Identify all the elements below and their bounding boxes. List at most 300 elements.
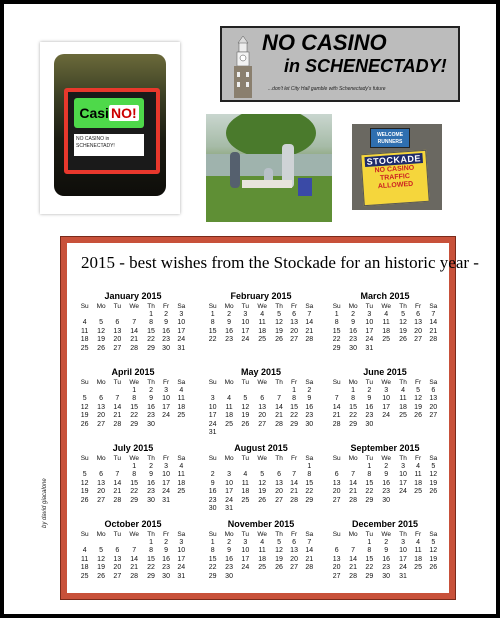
day-cell: 31 <box>225 505 233 513</box>
weekday-label: Sa <box>305 302 314 310</box>
day-cell: 24 <box>208 420 217 428</box>
day-cell: 28 <box>349 572 357 580</box>
weekday-label: Sa <box>429 302 438 310</box>
weekday-label: Su <box>208 530 217 538</box>
day-cell: 12 <box>241 403 250 411</box>
day-cell: 15 <box>208 555 217 563</box>
day-cell: 26 <box>80 496 89 504</box>
day-cell: 26 <box>429 488 438 496</box>
collage-page <box>4 4 496 614</box>
day-cell: 1 <box>351 386 356 394</box>
day-cell: 27 <box>97 420 105 428</box>
day-cell: 13 <box>113 555 122 563</box>
weekday-label: We <box>381 302 391 310</box>
weekday-label: Su <box>208 378 217 386</box>
day-cell: 26 <box>80 420 89 428</box>
weekday-label: Th <box>275 530 283 538</box>
day-cell: 26 <box>275 564 283 572</box>
day-cell: 20 <box>275 488 283 496</box>
weekday-label: Th <box>275 378 283 386</box>
day-cell: 11 <box>177 471 185 479</box>
day-cell: 30 <box>147 496 155 504</box>
day-cell: 3 <box>164 462 169 470</box>
day-cell: 15 <box>365 555 374 563</box>
day-cell: 9 <box>227 547 232 555</box>
day-cell: 19 <box>80 488 89 496</box>
day-cell: 8 <box>351 395 356 403</box>
weekday-label: We <box>381 530 391 538</box>
month-block <box>205 291 317 344</box>
day-cell: 5 <box>82 471 87 479</box>
day-cell: 29 <box>332 344 341 352</box>
day-cell: 12 <box>258 479 267 487</box>
day-cell: 2 <box>351 310 356 318</box>
day-cell: 28 <box>130 572 139 580</box>
day-cell: 20 <box>429 403 438 411</box>
day-cell: 29 <box>130 496 139 504</box>
day-cell: 13 <box>332 555 341 563</box>
day-cell: 11 <box>81 555 89 563</box>
day-cell: 25 <box>80 572 89 580</box>
day-cell: 13 <box>97 403 105 411</box>
weekday-label: Su <box>332 530 341 538</box>
day-cell: 30 <box>349 344 357 352</box>
day-cell: 15 <box>305 479 314 487</box>
day-cell: 14 <box>275 403 283 411</box>
day-cell: 1 <box>367 538 372 546</box>
day-cell: 14 <box>305 319 314 327</box>
day-cell: 20 <box>290 555 298 563</box>
day-cell: 10 <box>208 403 217 411</box>
day-cell: 4 <box>179 386 184 394</box>
month-block <box>205 519 317 581</box>
day-cell: 26 <box>275 336 283 344</box>
day-cell: 15 <box>290 403 298 411</box>
weekday-label: Tu <box>241 530 249 538</box>
day-cell: 3 <box>164 386 169 394</box>
day-cell: 17 <box>399 555 407 563</box>
day-cell: 10 <box>365 319 374 327</box>
day-cell: 10 <box>162 471 170 479</box>
welcome-runners-sign: WELCOME RUNNERS <box>370 128 410 148</box>
weekday-label: Su <box>80 454 89 462</box>
day-cell: 16 <box>147 479 155 487</box>
day-cell: 4 <box>243 471 248 479</box>
day-cell: 25 <box>258 336 267 344</box>
day-cell: 25 <box>177 488 186 496</box>
sign-small-text: NO CASINO in SCHENECTADY! <box>74 134 144 156</box>
day-cell: 14 <box>429 319 438 327</box>
day-cell: 29 <box>349 420 357 428</box>
day-cell: 3 <box>367 310 372 318</box>
day-cell: 27 <box>97 496 105 504</box>
weekday-label: Fr <box>291 302 298 310</box>
day-cell: 17 <box>365 327 374 335</box>
day-cell: 9 <box>164 319 169 327</box>
weekday-label: Tu <box>113 302 121 310</box>
weekday-label: We <box>381 378 391 386</box>
photo-park-people <box>206 114 332 222</box>
day-cell: 9 <box>384 471 389 479</box>
day-cell: 8 <box>210 319 215 327</box>
weekday-label: Sa <box>429 378 438 386</box>
day-cell: 28 <box>290 496 298 504</box>
day-cell: 12 <box>275 547 283 555</box>
weekday-label: Fr <box>291 378 298 386</box>
weekday-label: Mo <box>224 378 234 386</box>
day-cell: 13 <box>332 479 341 487</box>
weekday-label: Fr <box>415 530 422 538</box>
day-cell: 13 <box>429 395 438 403</box>
day-cell: 22 <box>290 412 298 420</box>
day-cell: 28 <box>275 420 283 428</box>
weekday-label: Mo <box>348 454 358 462</box>
day-cell: 20 <box>332 564 341 572</box>
day-cell: 12 <box>97 327 105 335</box>
person <box>230 152 240 188</box>
day-cell: 23 <box>162 564 170 572</box>
day-cell: 3 <box>401 538 405 546</box>
month-title: September 2015 <box>350 443 420 453</box>
city-hall-tower-icon <box>232 36 254 98</box>
month-title: June 2015 <box>363 367 407 377</box>
weekday-label: We <box>257 302 267 310</box>
day-cell: 27 <box>290 564 298 572</box>
day-cell: 4 <box>260 538 265 546</box>
day-cell: 1 <box>132 462 137 470</box>
day-cell: 12 <box>399 319 407 327</box>
day-cell: 1 <box>149 310 153 318</box>
day-cell: 26 <box>241 420 250 428</box>
day-cell: 26 <box>97 344 105 352</box>
day-cell: 28 <box>305 336 314 344</box>
day-cell: 7 <box>292 471 297 479</box>
day-cell: 8 <box>367 471 372 479</box>
month-block <box>205 443 317 513</box>
day-cell: 10 <box>399 471 407 479</box>
day-cell: 20 <box>258 412 267 420</box>
day-cell: 29 <box>305 496 314 504</box>
day-cell: 15 <box>147 327 155 335</box>
day-cell: 6 <box>334 547 339 555</box>
day-cell: 28 <box>349 496 357 504</box>
day-cell: 5 <box>431 462 436 470</box>
weekday-label: Tu <box>365 530 373 538</box>
photo-credit: by david giacalone <box>42 478 48 528</box>
day-cell: 14 <box>305 547 314 555</box>
day-cell: 17 <box>208 412 217 420</box>
day-cell: 14 <box>113 403 122 411</box>
month-title: February 2015 <box>230 291 292 301</box>
day-cell: 23 <box>382 488 391 496</box>
day-cell: 10 <box>382 395 391 403</box>
day-cell: 1 <box>210 310 215 318</box>
day-cell: 6 <box>99 395 104 403</box>
day-cell: 20 <box>97 412 105 420</box>
day-cell: 9 <box>384 547 389 555</box>
weekday-label: Th <box>399 454 407 462</box>
sign-accent-text: NO! <box>110 105 137 121</box>
day-cell: 12 <box>80 403 89 411</box>
day-cell: 15 <box>349 403 357 411</box>
weekday-label: Su <box>332 378 341 386</box>
day-cell: 13 <box>113 327 122 335</box>
day-cell: 6 <box>99 471 104 479</box>
month-title: November 2015 <box>227 519 295 529</box>
banner-tagline: ...don't let City Hall gamble with Schenectady's future <box>268 86 386 92</box>
sign-main-text: Casi <box>79 105 109 121</box>
day-cell: 29 <box>365 572 374 580</box>
day-cell: 4 <box>82 547 87 555</box>
day-cell: 25 <box>225 420 233 428</box>
weekday-label: Th <box>399 530 407 538</box>
day-cell: 29 <box>290 420 298 428</box>
day-cell: 23 <box>349 336 357 344</box>
weekday-label: Su <box>80 530 89 538</box>
day-cell: 7 <box>334 395 339 403</box>
weekday-label: Tu <box>113 378 121 386</box>
weekday-label: Th <box>147 302 155 310</box>
weekday-label: Sa <box>305 378 314 386</box>
day-cell: 4 <box>260 310 265 318</box>
weekday-label: Mo <box>96 454 106 462</box>
day-cell: 18 <box>80 336 89 344</box>
day-cell: 25 <box>241 496 250 504</box>
weekday-label: Sa <box>177 454 186 462</box>
day-cell: 30 <box>382 572 391 580</box>
day-cell: 27 <box>275 496 283 504</box>
day-cell: 20 <box>113 336 122 344</box>
day-cell: 4 <box>416 538 421 546</box>
weekday-label: Th <box>399 378 407 386</box>
day-cell: 21 <box>349 488 357 496</box>
day-cell: 22 <box>349 412 357 420</box>
month-block <box>329 291 441 353</box>
day-cell: 27 <box>290 336 298 344</box>
day-cell: 17 <box>162 403 170 411</box>
day-cell: 13 <box>290 319 298 327</box>
day-cell: 1 <box>334 310 339 318</box>
day-cell: 6 <box>292 310 297 318</box>
day-cell: 15 <box>147 555 155 563</box>
day-cell: 9 <box>367 395 372 403</box>
day-cell: 19 <box>275 555 283 563</box>
day-cell: 17 <box>177 555 186 563</box>
weekday-label: Mo <box>348 378 358 386</box>
day-cell: 27 <box>429 412 438 420</box>
weekday-label: Sa <box>177 378 186 386</box>
weekday-label: Sa <box>177 302 186 310</box>
month-block <box>77 519 189 581</box>
day-cell: 12 <box>275 319 283 327</box>
banner-headline: NO CASINO <box>262 30 387 55</box>
day-cell: 12 <box>429 547 438 555</box>
day-cell: 5 <box>99 547 104 555</box>
day-cell: 20 <box>332 488 341 496</box>
weekday-label: Tu <box>241 378 249 386</box>
day-cell: 24 <box>177 336 186 344</box>
day-cell: 8 <box>367 547 372 555</box>
day-cell: 10 <box>162 395 170 403</box>
day-cell: 23 <box>208 496 217 504</box>
day-cell: 28 <box>113 496 122 504</box>
day-cell: 11 <box>258 319 266 327</box>
weekday-label: Fr <box>415 378 422 386</box>
day-cell: 5 <box>401 310 405 318</box>
day-cell: 28 <box>113 420 122 428</box>
day-cell: 11 <box>414 547 422 555</box>
day-cell: 31 <box>208 429 217 437</box>
day-cell: 21 <box>130 564 139 572</box>
day-cell: 11 <box>225 403 233 411</box>
month-title: July 2015 <box>112 443 154 453</box>
day-cell: 11 <box>382 319 390 327</box>
day-cell: 6 <box>260 395 265 403</box>
tree <box>226 114 316 158</box>
day-cell: 29 <box>147 572 155 580</box>
day-cell: 1 <box>149 538 153 546</box>
weekday-label: Su <box>332 302 341 310</box>
day-cell: 24 <box>241 564 250 572</box>
day-cell: 27 <box>414 336 422 344</box>
day-cell: 16 <box>382 555 391 563</box>
day-cell: 17 <box>177 327 186 335</box>
day-cell: 3 <box>243 538 248 546</box>
day-cell: 13 <box>275 479 283 487</box>
day-cell: 8 <box>334 319 339 327</box>
day-cell: 9 <box>164 547 169 555</box>
day-cell: 6 <box>431 386 436 394</box>
day-cell: 8 <box>132 471 137 479</box>
day-cell: 22 <box>332 336 341 344</box>
day-cell: 25 <box>414 564 422 572</box>
weekday-label: Sa <box>305 530 314 538</box>
day-cell: 27 <box>332 572 341 580</box>
month-title: May 2015 <box>240 367 282 377</box>
day-cell: 5 <box>277 538 281 546</box>
calendar-title: 2015 - best wishes from the Stockade for an historic year - <box>81 253 479 272</box>
day-cell: 24 <box>162 412 170 420</box>
day-cell: 26 <box>97 572 105 580</box>
weekday-label: Sa <box>305 454 314 462</box>
day-cell: 6 <box>115 547 120 555</box>
day-cell: 18 <box>258 555 267 563</box>
day-cell: 18 <box>177 479 186 487</box>
day-cell: 4 <box>179 462 184 470</box>
weekday-label: We <box>257 530 267 538</box>
day-cell: 2 <box>227 310 232 318</box>
day-cell: 22 <box>130 488 139 496</box>
day-cell: 25 <box>258 564 267 572</box>
weekday-label: Su <box>208 302 217 310</box>
day-cell: 20 <box>290 327 298 335</box>
day-cell: 30 <box>162 572 170 580</box>
weekday-label: Tu <box>365 378 373 386</box>
day-cell: 22 <box>147 336 155 344</box>
weekday-label: We <box>129 302 139 310</box>
day-cell: 24 <box>399 488 407 496</box>
weekday-label: Mo <box>96 378 106 386</box>
day-cell: 23 <box>147 488 155 496</box>
day-cell: 29 <box>130 420 139 428</box>
weekday-label: Su <box>208 454 217 462</box>
weekday-label: Fr <box>163 378 170 386</box>
day-cell: 8 <box>292 395 297 403</box>
day-cell: 22 <box>147 564 155 572</box>
day-cell: 28 <box>429 336 438 344</box>
weekday-label: Sa <box>429 454 438 462</box>
day-cell: 13 <box>290 547 298 555</box>
day-cell: 4 <box>401 386 405 394</box>
day-cell: 7 <box>115 471 120 479</box>
day-cell: 9 <box>351 319 356 327</box>
day-cell: 6 <box>292 538 297 546</box>
chair <box>298 178 312 196</box>
day-cell: 26 <box>399 336 407 344</box>
month-block <box>77 443 189 505</box>
day-cell: 24 <box>399 564 407 572</box>
photo-window <box>54 54 166 196</box>
weekday-label: Mo <box>348 530 358 538</box>
day-cell: 17 <box>241 327 250 335</box>
day-cell: 20 <box>113 564 122 572</box>
day-cell: 24 <box>177 564 186 572</box>
day-cell: 9 <box>307 395 312 403</box>
no-casino-traffic-text: NO CASINO TRAFFIC ALLOWED <box>374 164 415 191</box>
day-cell: 1 <box>367 462 372 470</box>
weekday-label: Su <box>80 378 89 386</box>
day-cell: 16 <box>162 555 170 563</box>
day-cell: 2 <box>149 462 153 470</box>
weekday-label: Tu <box>365 454 373 462</box>
day-cell: 22 <box>365 488 374 496</box>
weekday-label: Tu <box>241 302 249 310</box>
day-cell: 6 <box>277 471 281 479</box>
day-cell: 21 <box>349 564 357 572</box>
casino-no-sign <box>74 98 144 128</box>
weekday-label: Mo <box>348 302 358 310</box>
day-cell: 24 <box>162 488 170 496</box>
day-cell: 2 <box>149 386 153 394</box>
day-cell: 30 <box>305 420 314 428</box>
day-cell: 2 <box>227 538 232 546</box>
day-cell: 12 <box>414 395 422 403</box>
day-cell: 6 <box>416 310 421 318</box>
day-cell: 26 <box>414 412 422 420</box>
day-cell: 10 <box>225 479 233 487</box>
weekday-label: Tu <box>113 530 121 538</box>
weekday-label: Mo <box>96 530 106 538</box>
day-cell: 8 <box>307 471 312 479</box>
day-cell: 15 <box>208 327 217 335</box>
day-cell: 2 <box>367 386 372 394</box>
weekday-label: Tu <box>241 454 249 462</box>
day-cell: 20 <box>97 488 105 496</box>
day-cell: 24 <box>225 496 233 504</box>
day-cell: 14 <box>332 403 341 411</box>
day-cell: 4 <box>82 319 87 327</box>
day-cell: 7 <box>132 319 137 327</box>
weekday-label: Mo <box>224 530 234 538</box>
day-cell: 30 <box>147 420 155 428</box>
day-cell: 17 <box>382 403 391 411</box>
day-cell: 29 <box>208 572 217 580</box>
weekday-label: Fr <box>163 302 170 310</box>
day-cell: 25 <box>80 344 89 352</box>
day-cell: 5 <box>260 471 265 479</box>
day-cell: 8 <box>132 395 137 403</box>
day-cell: 8 <box>210 547 215 555</box>
